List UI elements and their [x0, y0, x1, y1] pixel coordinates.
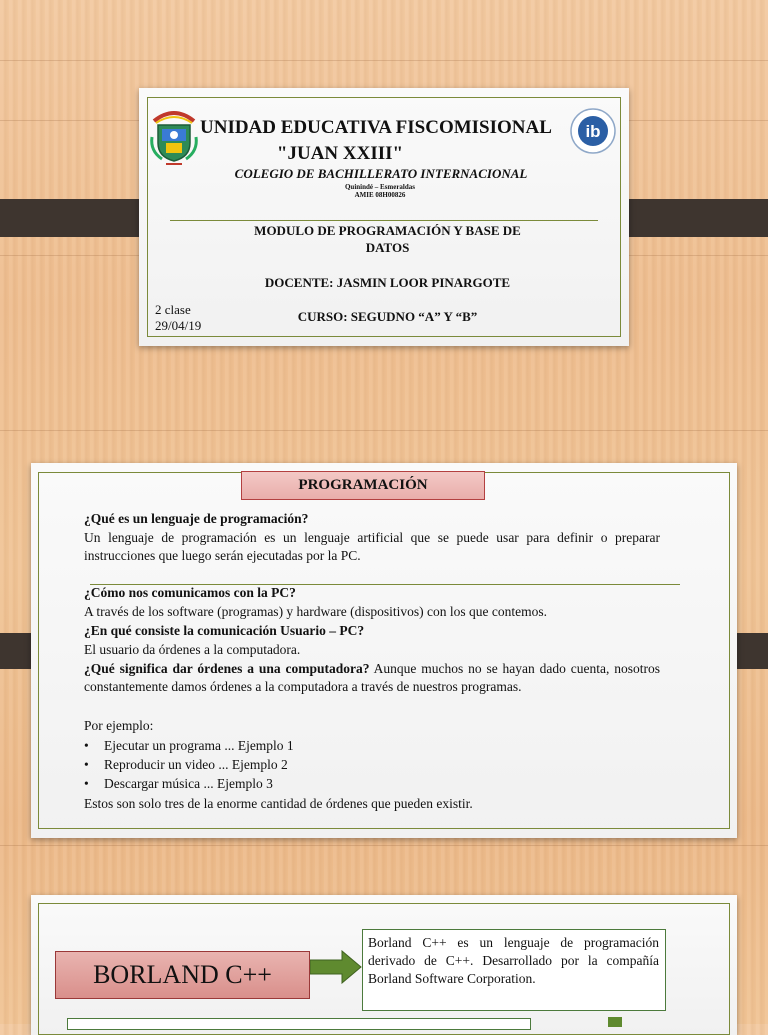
question-4-paragraph — [84, 660, 660, 696]
bullet: • — [84, 776, 89, 791]
list-item — [84, 737, 294, 755]
class-label: 2 clase — [155, 302, 191, 317]
borland-description-box — [362, 929, 666, 1011]
school-location — [300, 183, 460, 199]
slide1-right-tab — [613, 199, 768, 237]
borland-label: BORLAND C++ — [55, 951, 310, 999]
location-text: Quinindé – Esmeraldas — [344, 183, 415, 191]
course-info: CURSO: SEGUDNO “A” Y “B” — [297, 309, 478, 324]
next-box-outline — [67, 1018, 531, 1030]
module-title — [225, 222, 550, 256]
module-title-line1: MODULO DE PROGRAMACIÓN Y BASE DE — [254, 223, 521, 238]
list-item-text: Ejecutar un programa ... Ejemplo 1 — [104, 738, 294, 753]
borland-description: Borland C++ es un lenguaje de programación derivado de C++. Desarrollado por la compañía Borland Software Corporation. — [368, 935, 659, 986]
school-name: UNIDAD EDUCATIVA FISCOMISIONAL — [200, 117, 552, 138]
question-1: ¿Qué es un lenguaje de programación? — [84, 511, 309, 526]
bullet: • — [84, 738, 89, 753]
teacher-name: DOCENTE: JASMIN LOOR PINARGOTE — [264, 275, 511, 290]
svg-text:ib: ib — [585, 122, 601, 141]
list-item — [84, 756, 288, 774]
school-subtitle: COLEGIO DE BACHILLERATO INTERNACIONAL — [234, 166, 528, 181]
slide1-left-tab — [0, 199, 155, 237]
section-heading: PROGRAMACIÓN — [241, 471, 485, 500]
school-name-line2: "JUAN XXIII" — [276, 143, 404, 164]
ib-logo-icon — [569, 107, 617, 155]
date-text: 29/04/19 — [155, 318, 202, 333]
module-title-line2: DATOS — [365, 240, 410, 255]
arrow-right-icon — [310, 950, 362, 984]
list-item-text: Reproducir un video ... Ejemplo 2 — [104, 757, 288, 772]
school-crest-icon — [148, 107, 200, 167]
next-arrow-stub — [608, 1017, 622, 1027]
list-item-text: Descargar música ... Ejemplo 3 — [104, 776, 273, 791]
bullet: • — [84, 757, 89, 772]
question-3: ¿En qué consiste la comunicación Usuario – PC? — [84, 623, 365, 638]
answer-1: Un lenguaje de programación es un lenguaje artificial que se puede usar para definir o preparar instrucciones que luego serán ejecutadas por la PC. — [84, 530, 660, 563]
example-intro: Por ejemplo: — [84, 718, 154, 733]
class-date — [155, 302, 245, 334]
answer-2: A través de los software (programas) y hardware (dispositivos) con los que contemos. — [84, 604, 548, 619]
closing-text: Estos son solo tres de la enorme cantidad de órdenes que pueden existir. — [84, 796, 473, 811]
question-2: ¿Cómo nos comunicamos con la PC? — [84, 585, 296, 600]
answer-4: Aunque muchos no se hayan dado cuenta, nosotros constantemente damos órdenes a la computadora a través de nuestros programas. — [84, 661, 660, 694]
answer-3: El usuario da órdenes a la computadora. — [84, 642, 301, 657]
list-item — [84, 775, 273, 793]
amie-code: AMIE 08H00826 — [354, 191, 406, 199]
question-4: ¿Qué significa dar órdenes a una computadora? — [84, 661, 370, 676]
slide1-divider — [170, 220, 598, 221]
